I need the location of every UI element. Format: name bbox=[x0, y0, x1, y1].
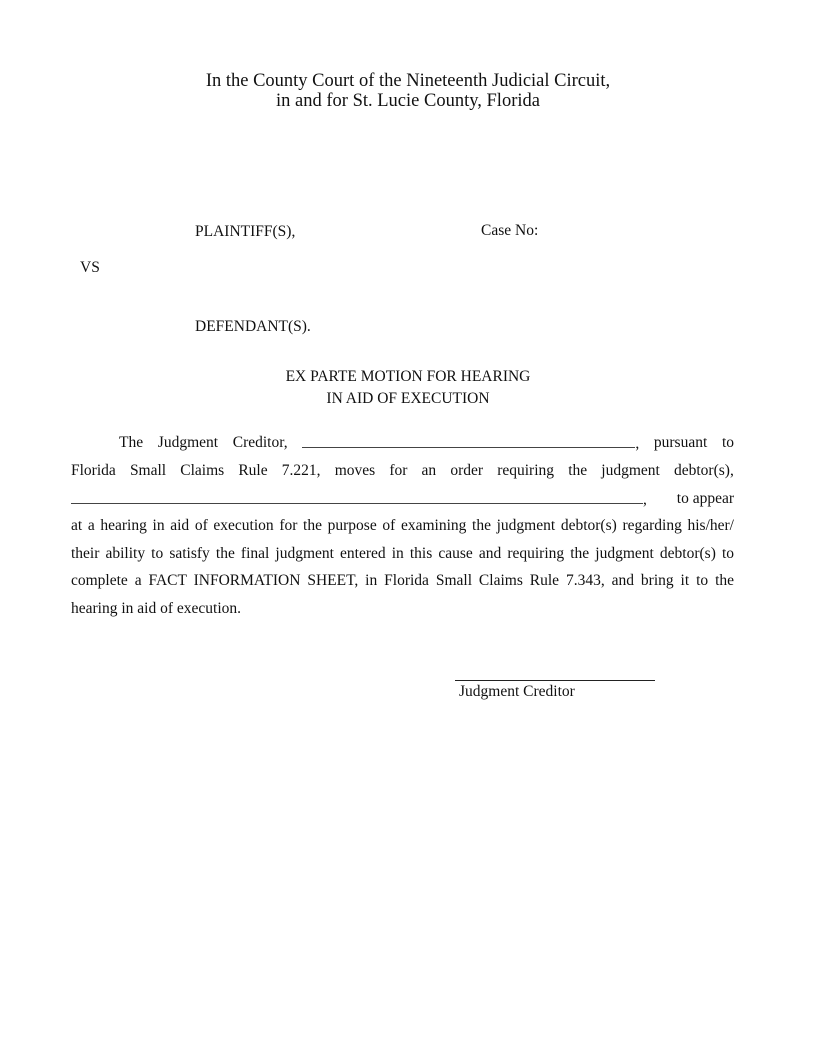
body-word: Small bbox=[129, 462, 167, 479]
plaintiff-label: PLAINTIFF(S), bbox=[195, 223, 296, 240]
body-word: debtor(s), bbox=[674, 462, 734, 479]
case-number-label: Case No: bbox=[481, 222, 539, 239]
debtor-name-underline bbox=[71, 490, 643, 504]
creditor-name-blank: , bbox=[302, 434, 639, 453]
body-line-6: complete a FACT INFORMATION SHEET, in Florida Small Claims Rule 7.343, and bring it to the bbox=[71, 572, 734, 589]
body-word: Claims bbox=[180, 462, 225, 479]
motion-title-line1: EX PARTE MOTION FOR HEARING bbox=[285, 368, 531, 385]
body-word: the bbox=[568, 462, 588, 479]
body-line-5: their ability to satisfy the final judgment entered in this cause and requiring the judgment debtor(s) to bbox=[71, 545, 734, 562]
debtor-name-blank: , bbox=[71, 490, 647, 509]
court-header-line2: in and for St. Lucie County, Florida bbox=[276, 91, 540, 111]
court-header-line1: In the County Court of the Nineteenth Judicial Circuit, bbox=[205, 71, 611, 91]
motion-title-line2: IN AID OF EXECUTION bbox=[326, 390, 490, 407]
signature-label: Judgment Creditor bbox=[459, 683, 575, 700]
body-text: to appear bbox=[676, 490, 734, 507]
body-word: Judgment bbox=[157, 434, 219, 451]
signature-line bbox=[455, 680, 655, 681]
body-word: to bbox=[721, 434, 734, 451]
body-line-7: hearing in aid of execution. bbox=[71, 600, 242, 617]
defendant-label: DEFENDANT(S). bbox=[195, 318, 311, 335]
body-line-1 bbox=[119, 434, 734, 453]
body-line-4: at a hearing in aid of execution for the purpose of examining the judgment debtor(s) regarding his/her/ bbox=[71, 517, 734, 534]
body-line-2 bbox=[71, 462, 734, 480]
creditor-name-underline bbox=[302, 434, 635, 448]
body-word: judgment bbox=[601, 462, 660, 479]
body-word: Rule bbox=[238, 462, 268, 479]
body-word: requiring bbox=[497, 462, 555, 479]
body-word: 7.221, bbox=[281, 462, 321, 479]
body-word: for bbox=[389, 462, 408, 479]
body-word: an bbox=[421, 462, 437, 479]
body-word: The bbox=[119, 434, 144, 451]
body-word: Florida bbox=[71, 462, 116, 479]
body-word: order bbox=[450, 462, 484, 479]
body-word: pursuant bbox=[653, 434, 708, 451]
body-word: Creditor, bbox=[232, 434, 288, 451]
body-line-3 bbox=[71, 490, 734, 509]
body-word: moves bbox=[334, 462, 376, 479]
versus-label: VS bbox=[80, 259, 100, 276]
